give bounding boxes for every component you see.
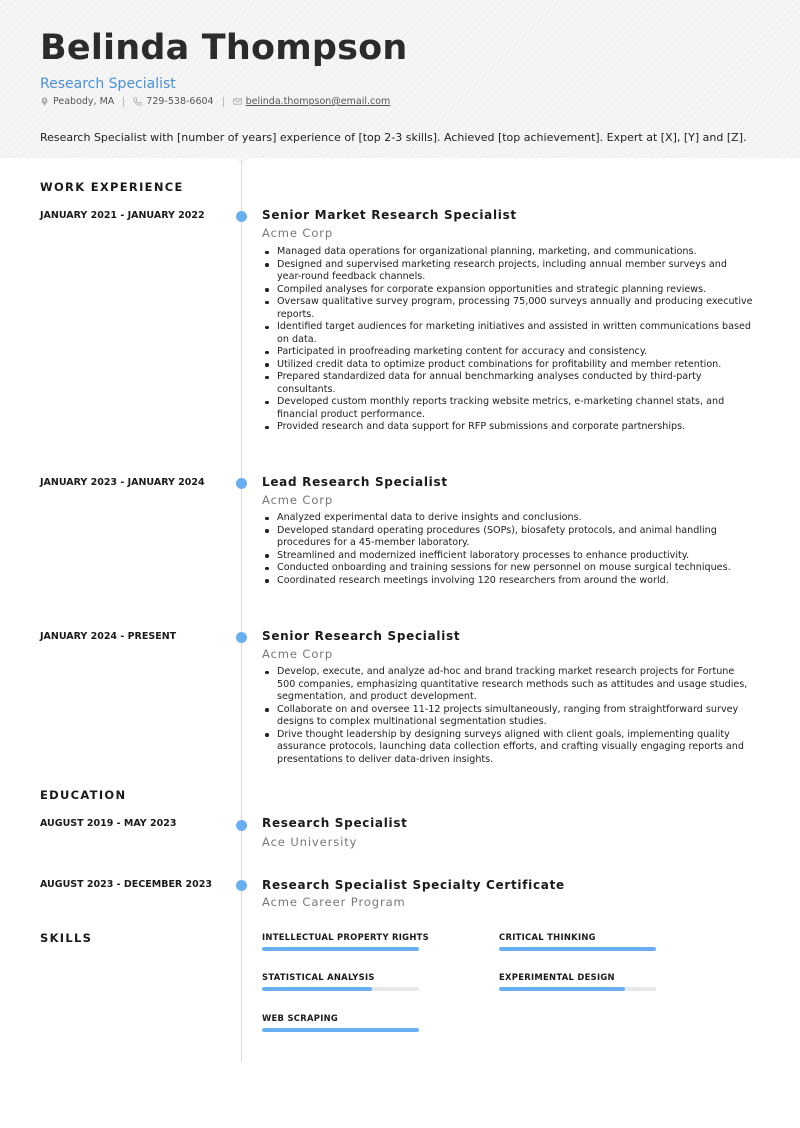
- candidate-role: Research Specialist: [40, 76, 176, 92]
- list-item: Developed standard operating procedures (SOPs), biosafety protocols, and animal handling procedures for a 45-member laboratory.: [262, 525, 754, 550]
- skill-bar: [262, 1028, 419, 1032]
- timeline-dot: [236, 820, 247, 831]
- contact-phone: [133, 96, 213, 107]
- job-title: Senior Market Research Specialist: [262, 208, 517, 222]
- phone-icon: [133, 97, 142, 106]
- list-item: Managed data operations for organizational planning, marketing, and communications.: [262, 246, 754, 259]
- list-item: Oversaw qualitative survey program, processing 75,000 surveys annually and producing executive reports.: [262, 296, 754, 321]
- entry-dates: JANUARY 2023 - JANUARY 2024: [40, 477, 205, 488]
- skill-bar: [499, 987, 656, 991]
- skill-bar: [499, 947, 656, 951]
- contact-divider: [223, 97, 224, 107]
- candidate-name: Belinda Thompson: [40, 28, 408, 68]
- list-item: Analyzed experimental data to derive insights and conclusions.: [262, 512, 754, 525]
- entry-dates: AUGUST 2019 - MAY 2023: [40, 818, 177, 829]
- list-item: Designed and supervised marketing research projects, including annual member surveys and year-round feedback channels.: [262, 259, 754, 284]
- skill-bar: [262, 947, 419, 951]
- responsibilities-list: [262, 512, 754, 587]
- company-name: Acme Corp: [262, 647, 334, 661]
- responsibilities-list: [262, 666, 754, 766]
- list-item: Provided research and data support for RFP submissions and corporate partnerships.: [262, 421, 754, 434]
- list-item: Compiled analyses for corporate expansion opportunities and strategic planning reviews.: [262, 284, 754, 297]
- list-item: Coordinated research meetings involving 120 researchers from around the world.: [262, 575, 754, 588]
- company-name: Acme Corp: [262, 226, 334, 240]
- responsibilities-list: [262, 246, 754, 434]
- degree-title: Research Specialist: [262, 816, 408, 830]
- section-title-skills: SKILLS: [40, 931, 93, 945]
- company-name: Acme Corp: [262, 493, 334, 507]
- skill-bar-fill: [499, 987, 625, 991]
- skill-bar-fill: [499, 947, 656, 951]
- contact-line: [40, 96, 390, 107]
- list-item: Collaborate on and oversee 11-12 projects simultaneously, ranging from straightforward survey designs to complex multinational segmentation studies.: [262, 704, 754, 729]
- job-title: Senior Research Specialist: [262, 629, 461, 643]
- skill-name: STATISTICAL ANALYSIS: [262, 972, 375, 982]
- skill-bar-fill: [262, 987, 372, 991]
- phone-text: 729-538-6604: [146, 96, 214, 107]
- degree-title: Research Specialist Specialty Certificate: [262, 878, 565, 892]
- job-title: Lead Research Specialist: [262, 475, 448, 489]
- list-item: Drive thought leadership by designing surveys aligned with client goals, implementing quality assurance protocols, launching data collection efforts, and crafting visually engaging reports and presentations to deliver data-driven insights.: [262, 729, 754, 767]
- section-title-education: EDUCATION: [40, 788, 127, 802]
- email-link[interactable]: belinda.thompson@email.com: [245, 96, 391, 107]
- school-name: Acme Career Program: [262, 895, 406, 909]
- list-item: Streamlined and modernized inefficient laboratory processes to enhance productivity.: [262, 550, 754, 563]
- section-title-work: WORK EXPERIENCE: [40, 180, 184, 194]
- entry-dates: JANUARY 2024 - PRESENT: [40, 631, 177, 642]
- location-pin-icon: [40, 97, 49, 106]
- contact-email[interactable]: [233, 96, 391, 107]
- list-item: Conducted onboarding and training sessions for new personnel on mouse surgical techniques.: [262, 562, 754, 575]
- skill-name: INTELLECTUAL PROPERTY RIGHTS: [262, 932, 430, 942]
- profile-summary: Research Specialist with [number of years] experience of [top 2-3 skills]. Achieved [top achievement]. Expert at [X], [Y] and [Z].: [40, 131, 747, 144]
- list-item: Utilized credit data to optimize product combinations for profitability and member retention.: [262, 359, 754, 372]
- mail-icon: [233, 97, 242, 106]
- skill-name: CRITICAL THINKING: [499, 932, 596, 942]
- location-text: Peabody, MA: [53, 96, 115, 107]
- entry-dates: JANUARY 2021 - JANUARY 2022: [40, 210, 205, 221]
- header-notch: [234, 157, 250, 165]
- list-item: Develop, execute, and analyze ad-hoc and brand tracking market research projects for Fortune 500 companies, emphasizing quantitative research methods such as attitudes and usage studies, segmentation, and product development.: [262, 666, 754, 704]
- list-item: Prepared standardized data for annual benchmarking analyses conducted by third-party consultants.: [262, 371, 754, 396]
- skill-bar-fill: [262, 1028, 419, 1032]
- timeline-dot: [236, 880, 247, 891]
- list-item: Developed custom monthly reports tracking website metrics, e-marketing channel stats, and financial product performance.: [262, 396, 754, 421]
- entry-dates: AUGUST 2023 - DECEMBER 2023: [40, 879, 212, 890]
- skill-bar-fill: [262, 947, 419, 951]
- list-item: Participated in proofreading marketing content for accuracy and consistency.: [262, 346, 754, 359]
- skill-name: EXPERIMENTAL DESIGN: [499, 972, 615, 982]
- list-item: Identified target audiences for marketing initiatives and assisted in written communications based on data.: [262, 321, 754, 346]
- skill-bar: [262, 987, 419, 991]
- timeline-dot: [236, 478, 247, 489]
- contact-location: [40, 96, 114, 107]
- school-name: Ace University: [262, 835, 358, 849]
- timeline-line: [241, 160, 242, 1062]
- skill-name: WEB SCRAPING: [262, 1013, 339, 1023]
- timeline-dot: [236, 211, 247, 222]
- contact-divider: [123, 97, 124, 107]
- timeline-dot: [236, 632, 247, 643]
